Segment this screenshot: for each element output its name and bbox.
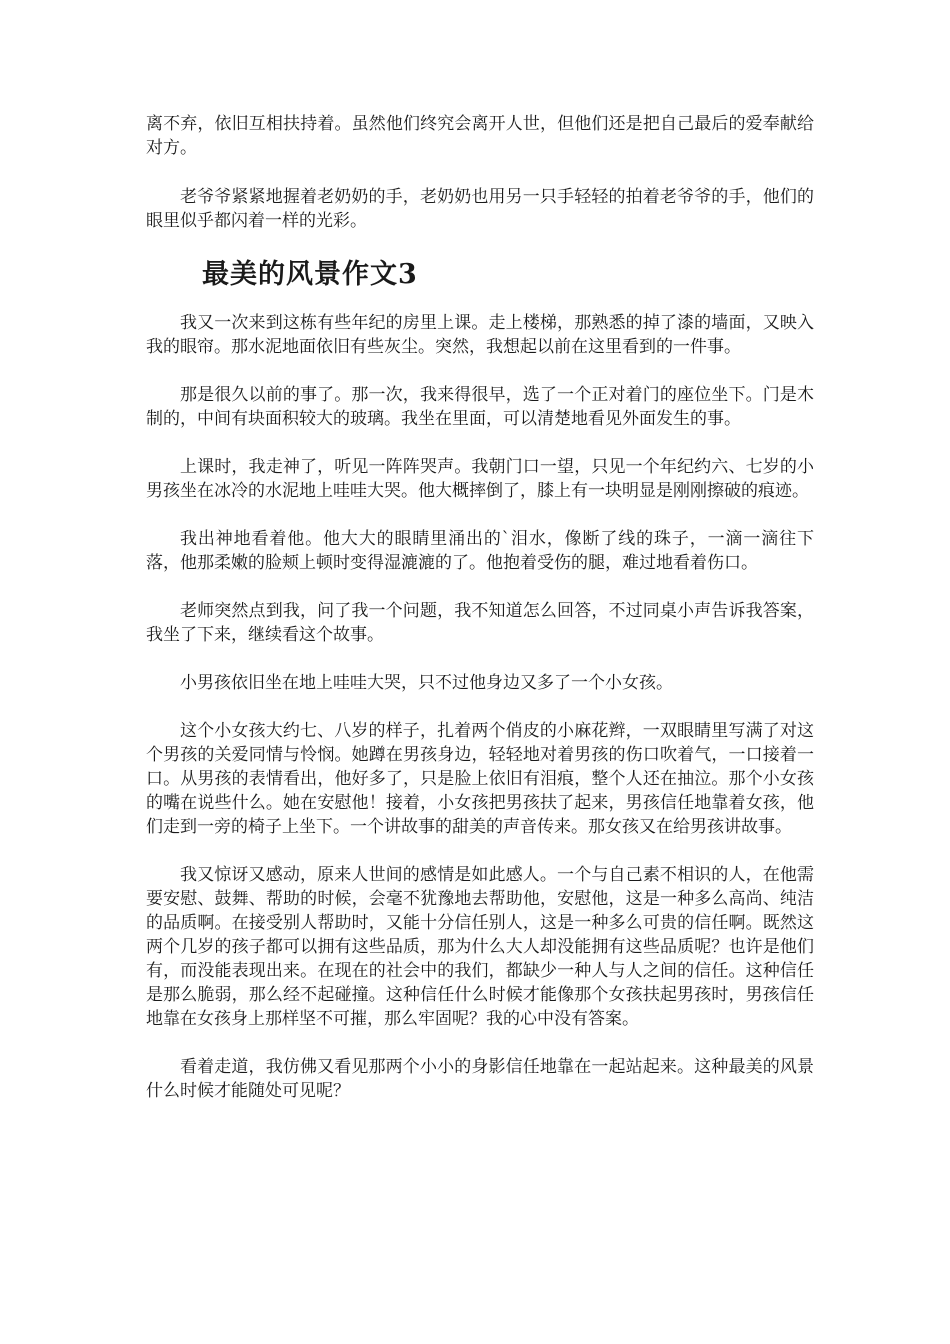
section-heading: 最美的风景作文3 xyxy=(202,259,418,290)
paragraph: 我出神地看着他。他大大的眼睛里涌出的`泪水，像断了线的珠子，一滴一滴往下落，他那柔嫩的脸颊上顿时变得湿漉漉的了。他抱着受伤的腿，难过地看着伤口。 xyxy=(146,529,814,573)
paragraph: 这个小女孩大约七、八岁的样子，扎着两个俏皮的小麻花辫，一双眼睛里写满了对这个男孩的关爱同情与怜悯。她蹲在男孩身边，轻轻地对着男孩的伤口吹着气，一口接着一口。从男孩的表情看出，他好多了，只是脸上依旧有泪痕，整个人还在抽泣。那个小女孩的嘴在说些什么。她在安慰他！接着，小女孩把男孩扶了起来，男孩信任地靠着女孩，他们走到一旁的椅子上坐下。一个讲故事的甜美的声音传来。那女孩又在给男孩讲故事。 xyxy=(146,721,814,837)
paragraph: 那是很久以前的事了。那一次，我来得很早，选了一个正对着门的座位坐下。门是木制的，中间有块面积较大的玻璃。我坐在里面，可以清楚地看见外面发生的事。 xyxy=(146,385,814,429)
paragraph-continued: 离不弃，依旧互相扶持着。虽然他们终究会离开人世，但他们还是把自己最后的爱奉献给对方。 xyxy=(146,114,814,158)
paragraph: 小男孩依旧坐在地上哇哇大哭，只不过他身边又多了一个小女孩。 xyxy=(180,673,673,693)
paragraph: 我又一次来到这栋有些年纪的房里上课。走上楼梯，那熟悉的掉了漆的墙面，又映入我的眼帘。那水泥地面依旧有些灰尘。突然，我想起以前在这里看到的一件事。 xyxy=(146,313,814,357)
document-page xyxy=(146,112,814,1127)
paragraph: 我又惊讶又感动，原来人世间的感情是如此感人。一个与自己素不相识的人，在他需要安慰、鼓舞、帮助的时候，会毫不犹豫地去帮助他，安慰他，这是一种多么高尚、纯洁的品质啊。在接受别人帮助时，又能十分信任别人，这是一种多么可贵的信任啊。既然这两个几岁的孩子都可以拥有这些品质，那为什么大人却没能拥有这些品质呢？也许是他们有，而没能表现出来。在现在的社会中的我们，都缺少一种人与人之间的信任。这种信任是那么脆弱，那么经不起碰撞。这种信任什么时候才能像那个女孩扶起男孩时，男孩信任地靠在女孩身上那样坚不可摧，那么牢固呢？我的心中没有答案。 xyxy=(146,865,814,1029)
paragraph: 老师突然点到我，问了我一个问题，我不知道怎么回答，不过同桌小声告诉我答案，我坐了下来，继续看这个故事。 xyxy=(146,601,814,645)
paragraph: 老爷爷紧紧地握着老奶奶的手，老奶奶也用另一只手轻轻的拍着老爷爷的手，他们的眼里似乎都闪着一样的光彩。 xyxy=(146,187,814,231)
paragraph: 上课时，我走神了，听见一阵阵哭声。我朝门口一望，只见一个年纪约六、七岁的小男孩坐在冰冷的水泥地上哇哇大哭。他大概摔倒了，膝上有一块明显是刚刚擦破的痕迹。 xyxy=(146,457,814,501)
paragraph: 看着走道，我仿佛又看见那两个小小的身影信任地靠在一起站起来。这种最美的风景什么时候才能随处可见呢？ xyxy=(146,1057,814,1101)
